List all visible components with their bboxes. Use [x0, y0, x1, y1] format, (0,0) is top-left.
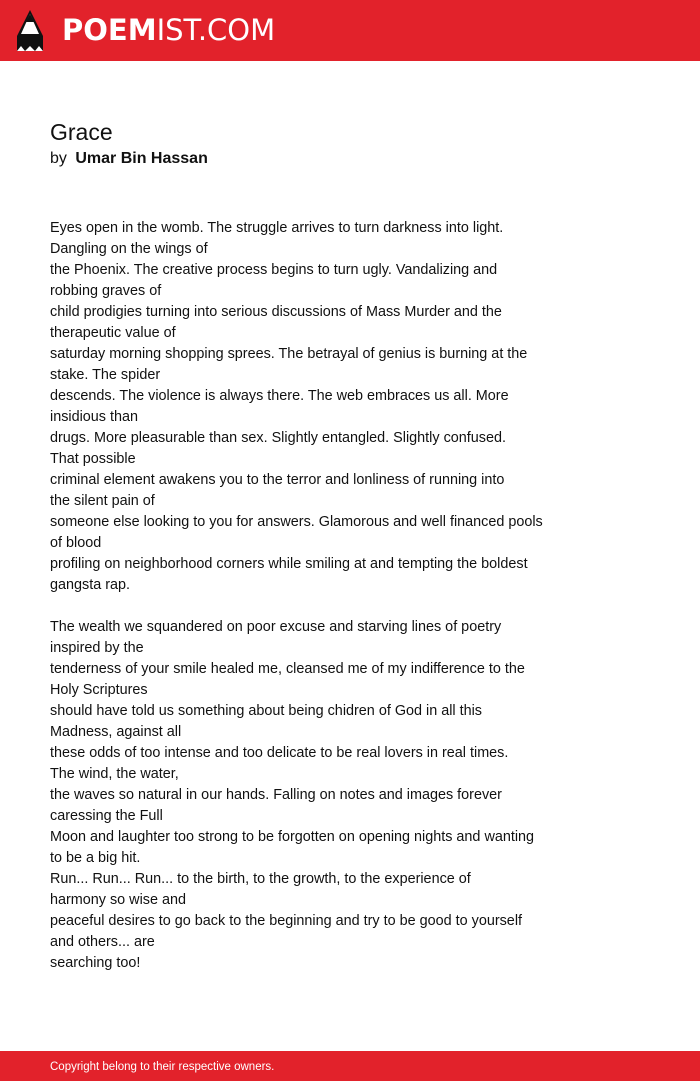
- poem-line: these odds of too intense and too delicate to be real lovers in real times.: [50, 745, 509, 761]
- poem-line: drugs. More pleasurable than sex. Slightly entangled. Slightly confused.: [50, 430, 506, 446]
- poem-line: insidious than: [50, 409, 139, 425]
- poem-line: criminal element awakens you to the terror and lonliness of running into: [50, 472, 505, 488]
- poem-line: Holy Scriptures: [50, 682, 148, 698]
- poem-line: to be a big hit.: [50, 850, 141, 866]
- poem-line: stake. The spider: [50, 367, 161, 383]
- poem-line: the Phoenix. The creative process begins to turn ugly. Vandalizing and: [50, 262, 498, 278]
- site-footer: [0, 1051, 700, 1081]
- poem-line: peaceful desires to go back to the beginning and try to be good to yourself: [50, 913, 523, 929]
- poem-line: caressing the Full: [50, 808, 163, 824]
- poem-body: [50, 218, 590, 995]
- poem-stanza: [50, 218, 590, 596]
- poem-line: the waves so natural in our hands. Falling on notes and images forever: [50, 787, 502, 803]
- poem-line: therapeutic value of: [50, 325, 176, 341]
- poem-line: Madness, against all: [50, 724, 182, 740]
- author-name: Umar Bin Hassan: [75, 150, 208, 167]
- poem-line: tenderness of your smile healed me, cleansed me of my indifference to the: [50, 661, 525, 677]
- poem-line: Run... Run... Run... to the birth, to the growth, to the experience of: [50, 871, 471, 887]
- logo-brand-light: IST.COM: [156, 13, 276, 47]
- poem-line: saturday morning shopping sprees. The betrayal of genius is burning at the: [50, 346, 528, 362]
- poem-title: Grace: [50, 119, 113, 145]
- poem-stanza: [50, 617, 590, 974]
- logo-brand-bold: POEM: [62, 13, 157, 47]
- poem-line: robbing graves of: [50, 283, 162, 299]
- poem-line: someone else looking to you for answers. Glamorous and well financed pools: [50, 514, 543, 530]
- poem-line: harmony so wise and: [50, 892, 186, 908]
- poem-line: of blood: [50, 535, 102, 551]
- byline: [50, 148, 208, 170]
- site-header: [0, 0, 700, 61]
- poem-line: That possible: [50, 451, 136, 467]
- poem-line: child prodigies turning into serious discussions of Mass Murder and the: [50, 304, 502, 320]
- poem-line: The wealth we squandered on poor excuse and starving lines of poetry: [50, 619, 502, 635]
- poem-line: Moon and laughter too strong to be forgotten on opening nights and wanting: [50, 829, 535, 845]
- poem-line: searching too!: [50, 955, 141, 971]
- poem-line: descends. The violence is always there. The web embraces us all. More: [50, 388, 509, 404]
- poem-line: and others... are: [50, 934, 155, 950]
- poem-line: the silent pain of: [50, 493, 155, 509]
- site-logo[interactable]: [62, 12, 275, 48]
- poem-line: should have told us something about being chidren of God in all this: [50, 703, 483, 719]
- poem-line: profiling on neighborhood corners while smiling at and tempting the boldest: [50, 556, 528, 572]
- poem-line: Eyes open in the womb. The struggle arrives to turn darkness into light.: [50, 220, 504, 236]
- poem-line: gangsta rap.: [50, 577, 131, 593]
- pencil-icon[interactable]: [17, 10, 43, 51]
- poem-line: Dangling on the wings of: [50, 241, 208, 257]
- poem-line: inspired by the: [50, 640, 144, 656]
- by-label: by: [50, 150, 67, 167]
- poem-line: The wind, the water,: [50, 766, 179, 782]
- copyright-text: Copyright belong to their respective owners.: [50, 1061, 275, 1073]
